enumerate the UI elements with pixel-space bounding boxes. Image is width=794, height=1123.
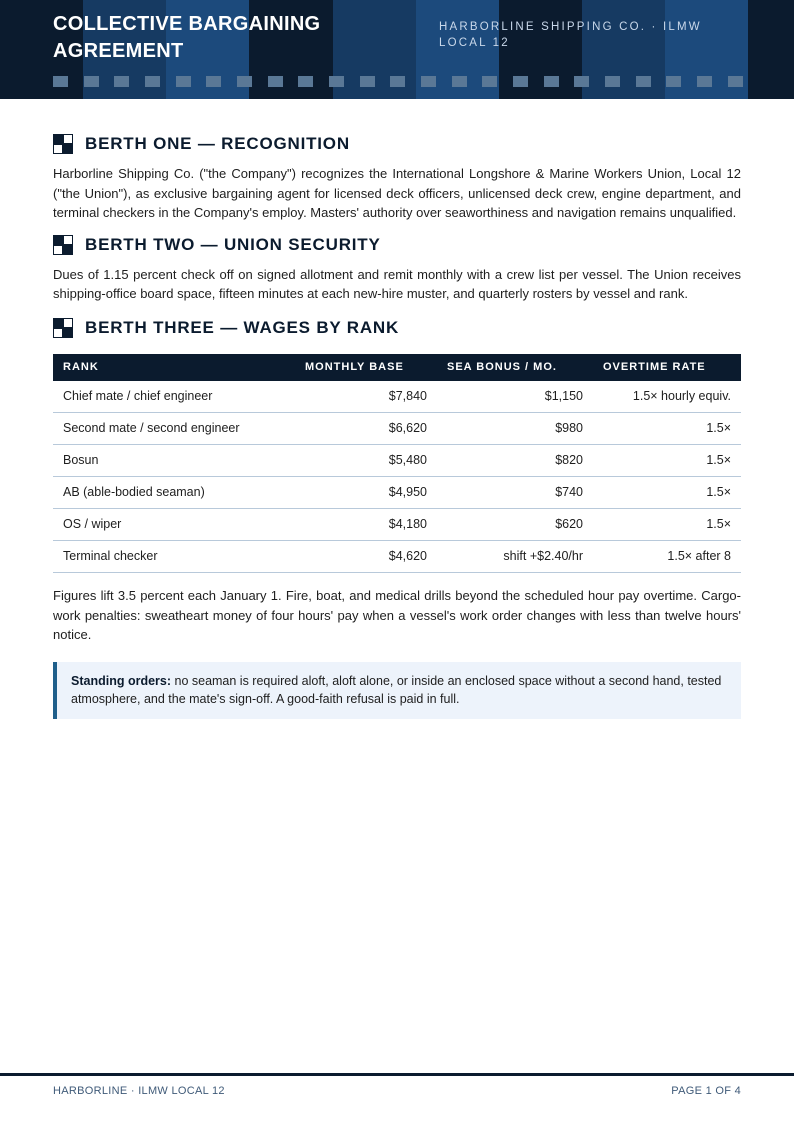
cell-overtime-rate: 1.5× after 8	[593, 540, 741, 572]
section-paragraph-wages: Figures lift 3.5 percent each January 1. Fire, boat, and medical drills beyond the scheduled hour pay overtime. Cargo-work penalties: sweatheart money of four hours' pay when a vessel's work order changes with less than twelve hours' notice.	[53, 587, 741, 643]
table-row	[53, 508, 741, 540]
section-title: BERTH TWO — UNION SECURITY	[85, 234, 381, 254]
cell-rank: Chief mate / chief engineer	[53, 381, 295, 413]
section-title: BERTH ONE — RECOGNITION	[85, 134, 350, 153]
table-header-row	[53, 354, 741, 381]
cell-overtime-rate: 1.5×	[593, 508, 741, 540]
cell-rank: AB (able-bodied seaman)	[53, 476, 295, 508]
section-paragraph-recognition: Harborline Shipping Co. ("the Company") recognizes the International Longshore & Marine Workers Union, Local 12 ("the Union"), as exclusive bargaining agent for licensed deck officers, unlicensed deck crew, engine department, and terminal checkers in the Company's employ. Masters' authority over seaworthiness and navigation remains unqualified.	[53, 166, 741, 221]
table-row	[53, 381, 741, 413]
cell-monthly-base: $4,620	[295, 540, 437, 572]
cell-monthly-base: $7,840	[295, 381, 437, 413]
cell-sea-bonus: $620	[437, 508, 593, 540]
cell-overtime-rate: 1.5×	[593, 444, 741, 476]
table-row	[53, 444, 741, 476]
organization-name: HARBORLINE SHIPPING CO. · ILMW LOCAL 12	[439, 21, 702, 49]
cell-overtime-rate: 1.5×	[593, 412, 741, 444]
callout-text: no seaman is required aloft, aloft alone, or inside an enclosed space without a second hand, tested atmosphere, and the mate's sign-off. A good-faith refusal is paid in full.	[71, 673, 722, 707]
standing-orders-callout	[53, 662, 741, 719]
cell-sea-bonus: $740	[437, 476, 593, 508]
callout-label: Standing orders:	[71, 673, 172, 688]
footer-organization: HARBORLINE · ILMW LOCAL 12	[53, 1085, 225, 1097]
cell-rank: Second mate / second engineer	[53, 412, 295, 444]
section-title: BERTH THREE — WAGES BY RANK	[85, 317, 400, 337]
document-title: COLLECTIVE BARGAINING AGREEMENT	[53, 13, 321, 62]
section-heading-wages	[53, 314, 741, 342]
section-heading-union-security	[53, 231, 741, 259]
cell-sea-bonus: $1,150	[437, 381, 593, 413]
cell-overtime-rate: 1.5×	[593, 476, 741, 508]
cell-sea-bonus: $980	[437, 412, 593, 444]
column-header-rank: RANK	[53, 354, 295, 381]
table-row	[53, 540, 741, 572]
cell-monthly-base: $5,480	[295, 444, 437, 476]
table-row	[53, 476, 741, 508]
header-square-pattern	[53, 76, 743, 87]
cell-sea-bonus: $820	[437, 444, 593, 476]
signal-flag-icon	[53, 134, 73, 154]
section-heading-recognition	[53, 130, 741, 158]
cell-monthly-base: $6,620	[295, 412, 437, 444]
cell-overtime-rate: 1.5× hourly equiv.	[593, 381, 741, 413]
document-header	[0, 0, 794, 99]
cell-rank: Bosun	[53, 444, 295, 476]
cell-sea-bonus: shift +$2.40/hr	[437, 540, 593, 572]
section-paragraph-union-security: Dues of 1.15 percent check off on signed allotment and remit monthly with a crew list per vessel. The Union receives shipping-office board space, fifteen minutes at each new-hire muster, and quarterly rosters by vessel and rank.	[53, 266, 741, 302]
column-header-monthly-base: MONTHLY BASE	[295, 354, 437, 381]
column-header-overtime-rate: OVERTIME RATE	[593, 354, 741, 381]
wage-table	[53, 354, 741, 573]
cell-monthly-base: $4,950	[295, 476, 437, 508]
document-body	[53, 130, 741, 719]
cell-rank: OS / wiper	[53, 508, 295, 540]
signal-flag-icon	[53, 235, 73, 255]
footer-divider	[0, 1073, 794, 1076]
signal-flag-icon	[53, 318, 73, 338]
table-row	[53, 412, 741, 444]
cell-rank: Terminal checker	[53, 540, 295, 572]
page-number: PAGE 1 OF 4	[671, 1085, 741, 1097]
column-header-sea-bonus: SEA BONUS / MO.	[437, 354, 593, 381]
cell-monthly-base: $4,180	[295, 508, 437, 540]
